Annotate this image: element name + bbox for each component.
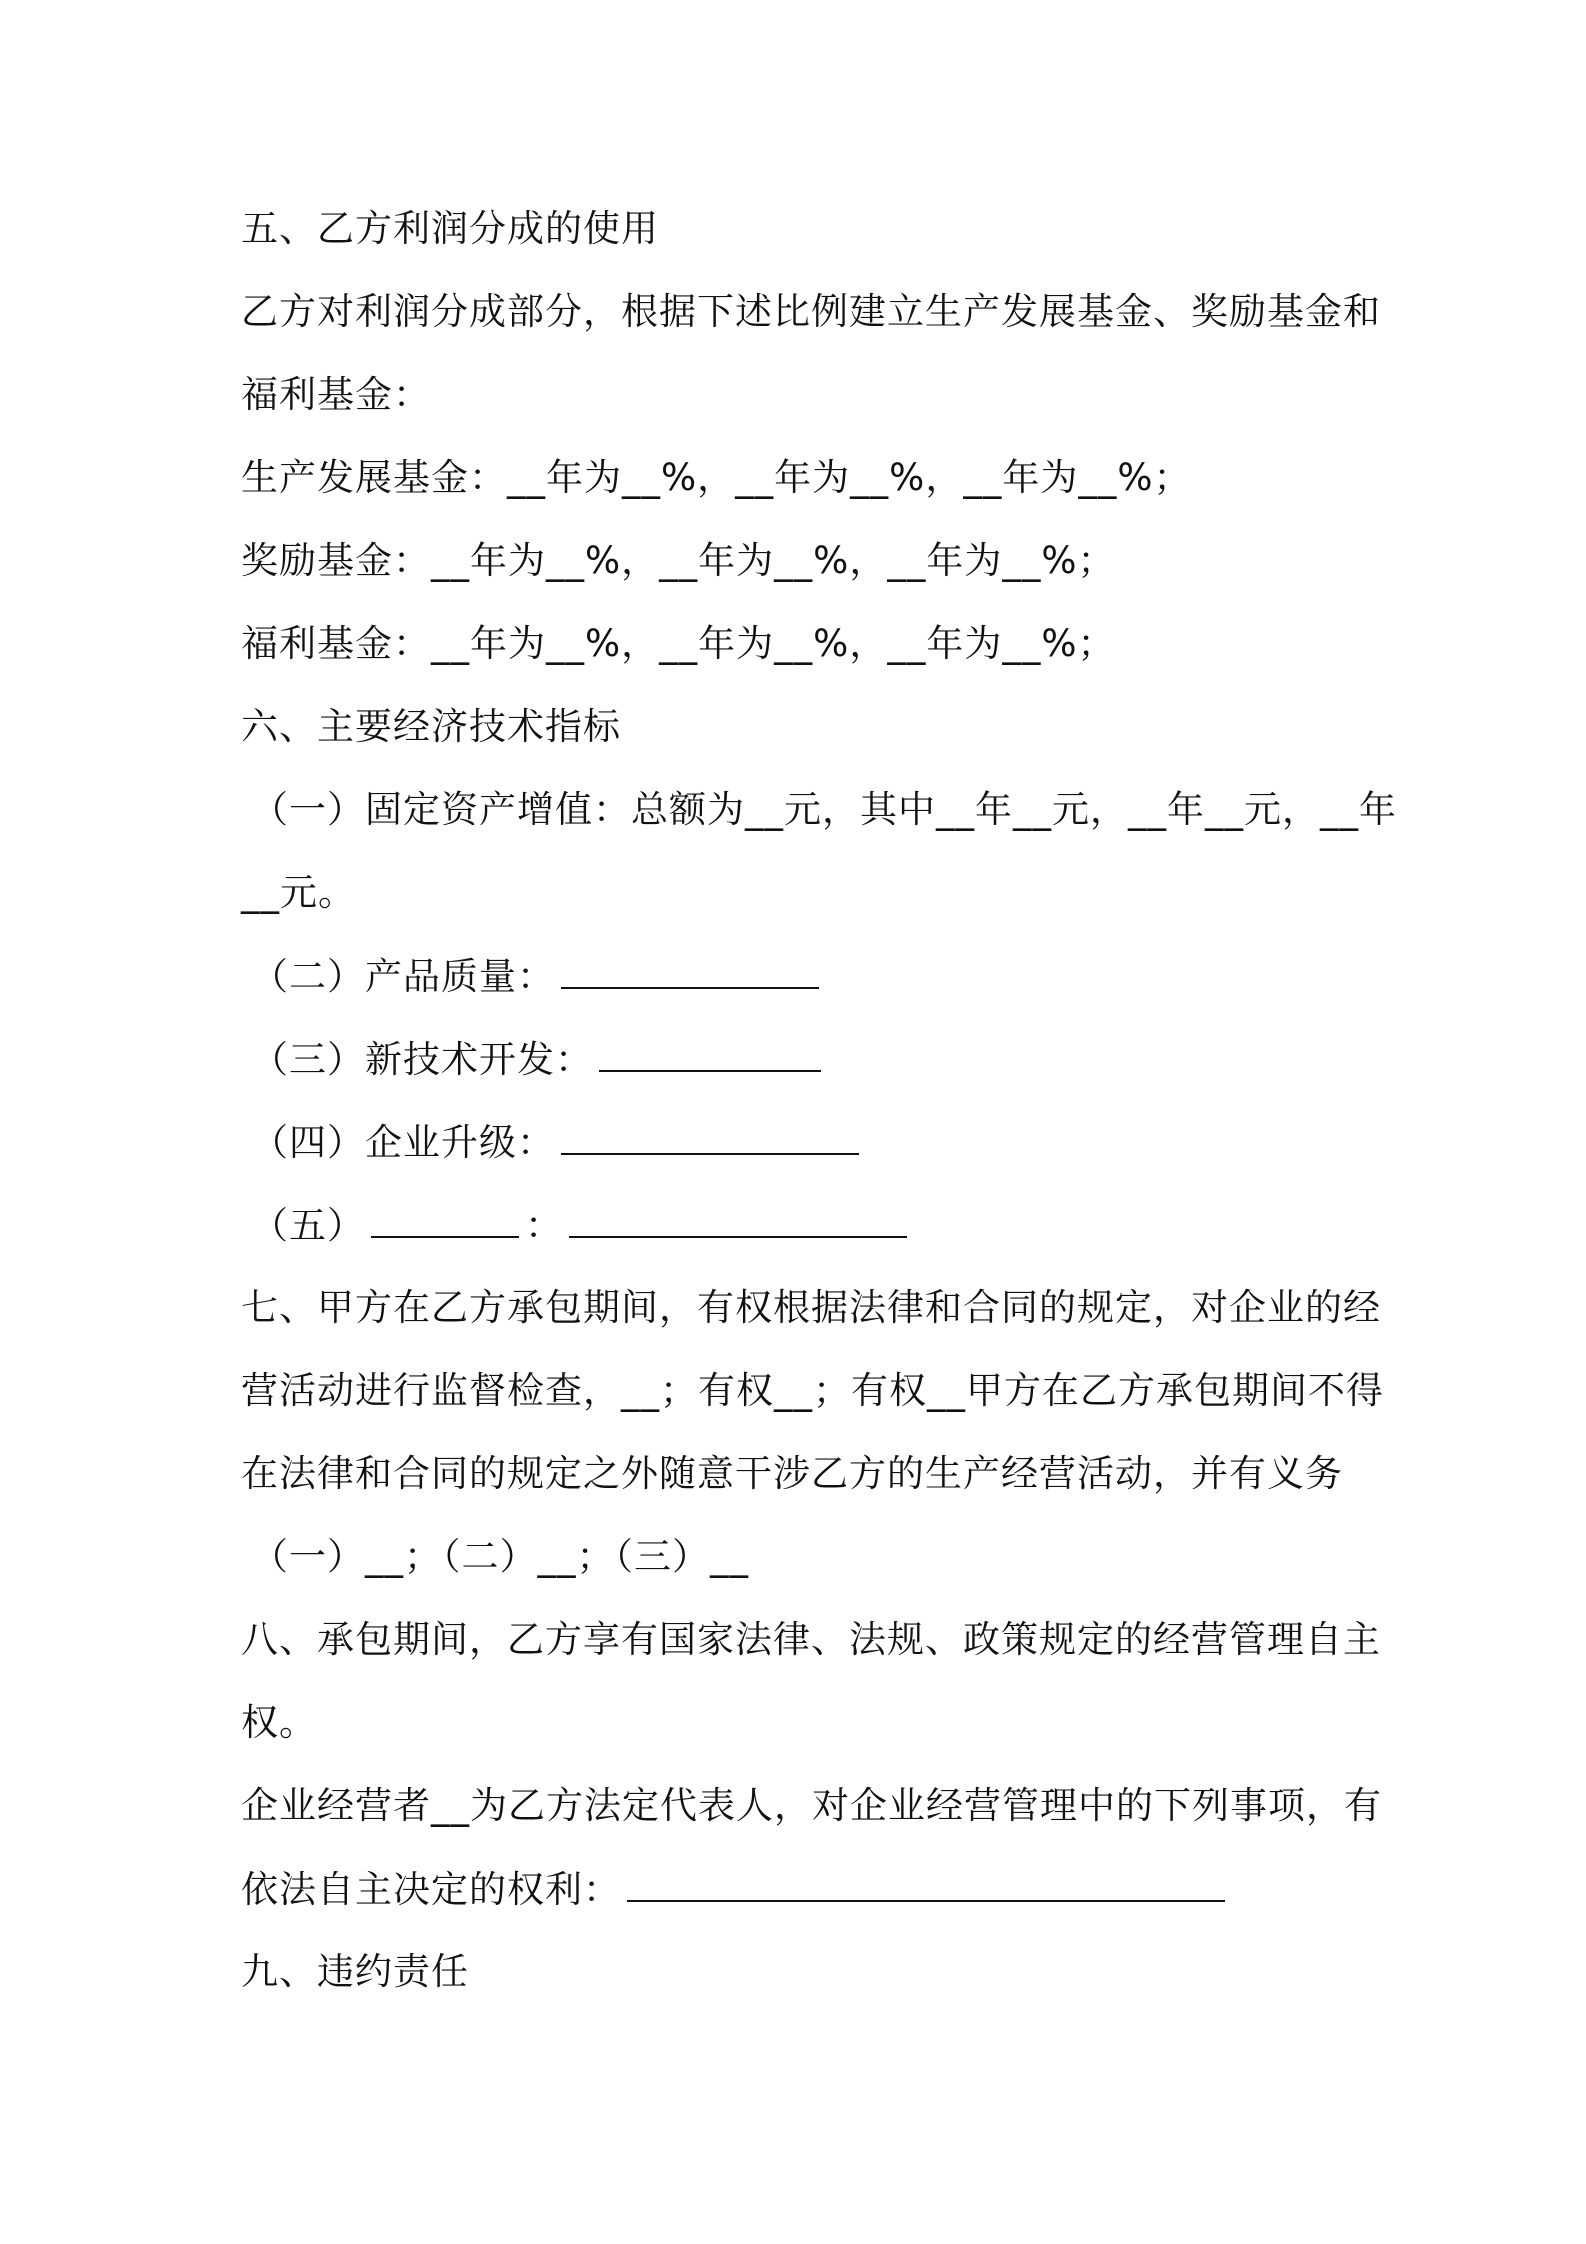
indicator-5-line [251, 1200, 1371, 1251]
fill-blank [627, 1864, 1225, 1902]
indicator-3-line [251, 1034, 1371, 1085]
paragraph-line: 在法律和合同的规定之外随意干涉乙方的生产经营活动，并有义务 [241, 1452, 1343, 1495]
paragraph-line: 权。 [241, 1701, 317, 1744]
indicator-1-line: （一）固定资产增值：总额为__元，其中__年__元，__年__元，__年 [251, 788, 1397, 831]
rights-line [241, 1864, 1361, 1915]
section-7-heading: 七、甲方在乙方承包期间，有权根据法律和合同的规定，对企业的经 [241, 1286, 1381, 1329]
section-8-heading: 八、承包期间，乙方享有国家法律、法规、政策规定的经营管理自主 [241, 1618, 1381, 1661]
fill-blank [599, 1034, 821, 1072]
paragraph-line: 乙方对利润分成部分，根据下述比例建立生产发展基金、奖励基金和 [241, 290, 1381, 333]
paragraph-line: 营活动进行监督检查，__；有权__；有权__甲方在乙方承包期间不得 [241, 1369, 1384, 1412]
indicator-1-cont: __元。 [241, 871, 356, 914]
section-9-heading: 九、违约责任 [241, 1950, 469, 1993]
paragraph-line: 福利基金： [241, 373, 431, 416]
indicator-4-line [251, 1117, 1371, 1168]
indicator-3-label: （三）新技术开发： [251, 1038, 593, 1081]
reward-fund-line: 奖励基金：__年为__%，__年为__%，__年为__%； [241, 539, 1116, 582]
indicator-4-label: （四）企业升级： [251, 1121, 555, 1164]
indicator-2-line [251, 951, 1371, 1002]
fill-blank [371, 1200, 519, 1238]
indicator-5-prefix: （五） [251, 1204, 365, 1247]
section-6-heading: 六、主要经济技术指标 [241, 705, 621, 748]
fill-blank [561, 1117, 859, 1155]
indicator-5-colon: ： [525, 1204, 563, 1247]
paragraph-line: 企业经营者__为乙方法定代表人，对企业经营管理中的下列事项，有 [241, 1784, 1382, 1827]
indicator-2-label: （二）产品质量： [251, 955, 555, 998]
obligations-line: （一）__；（二）__；（三）__ [251, 1535, 749, 1578]
rights-label: 依法自主决定的权利： [241, 1868, 621, 1911]
fill-blank [561, 951, 819, 989]
production-fund-line: 生产发展基金：__年为__%，__年为__%，__年为__%； [241, 456, 1192, 499]
section-5-heading: 五、乙方利润分成的使用 [241, 207, 659, 250]
fill-blank [569, 1200, 907, 1238]
welfare-fund-line: 福利基金：__年为__%，__年为__%，__年为__%； [241, 622, 1116, 665]
